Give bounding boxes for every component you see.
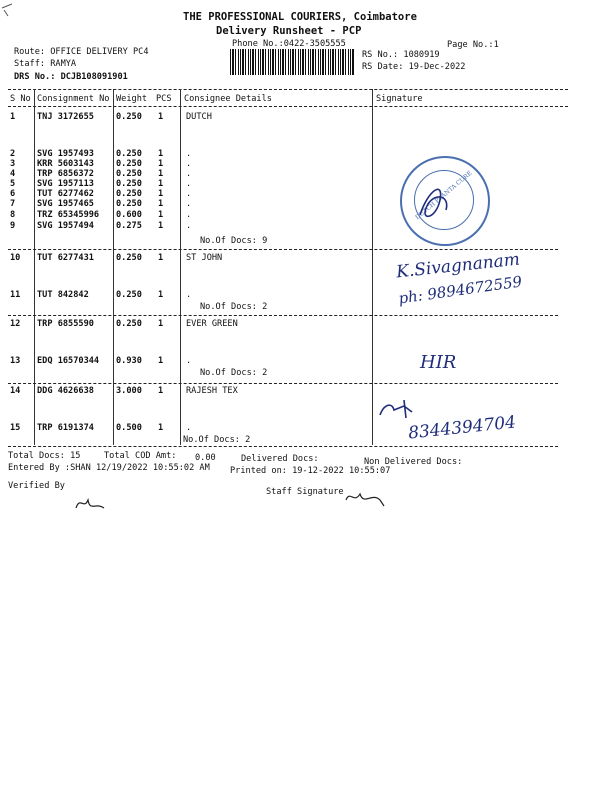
row-consignee: .	[186, 159, 192, 169]
row-pcs: 1	[158, 179, 164, 189]
row-pcs: 1	[158, 159, 164, 169]
row-weight: 0.250	[116, 169, 142, 179]
row-sno: 7	[10, 199, 16, 209]
row-consignee: .	[186, 169, 192, 179]
row-consignment: EDQ 16570344	[37, 356, 100, 366]
row-pcs: 1	[158, 169, 164, 179]
non-delivered-docs: Non Delivered Docs:	[364, 457, 463, 467]
row-weight: 0.600	[116, 210, 142, 220]
row-consignment: TNJ 3172655	[37, 112, 94, 122]
row-weight: 0.250	[116, 199, 142, 209]
row-sno: 12	[10, 319, 21, 329]
col-signature: Signature	[376, 94, 423, 104]
row-consignment: SVG 1957113	[37, 179, 94, 189]
col-consignee: Consignee Details	[184, 94, 272, 104]
row-weight: 0.500	[116, 423, 142, 433]
route: Route: OFFICE DELIVERY PC4	[14, 47, 149, 57]
staff: Staff: RAMYA	[14, 59, 77, 69]
row-pcs: 1	[158, 290, 164, 300]
handwritten-phone-2: 8344394704	[407, 412, 517, 444]
row-consignment: SVG 1957494	[37, 221, 94, 231]
row-consignee: .	[186, 199, 192, 209]
total-docs: Total Docs: 15	[8, 451, 81, 461]
row-pcs: 1	[158, 112, 164, 122]
handwritten-phone: ph: 9894672559	[397, 272, 524, 308]
row-consignment: SVG 1957465	[37, 199, 94, 209]
row-consignment: TRP 6856372	[37, 169, 94, 179]
row-weight: 0.250	[116, 112, 142, 122]
group-doc-count: No.Of Docs: 2	[200, 302, 268, 312]
row-sno: 3	[10, 159, 16, 169]
total-cod-label: Total COD Amt:	[104, 451, 177, 461]
row-weight: 0.275	[116, 221, 142, 231]
row-sno: 4	[10, 169, 16, 179]
row-consignee: ST JOHN	[186, 253, 223, 263]
col-sno: S No	[10, 94, 31, 104]
delivered-docs: Delivered Docs:	[241, 454, 319, 464]
drs-number: DRS No.: DCJB108091901	[14, 72, 128, 82]
group-doc-count: No.Of Docs: 9	[200, 236, 268, 246]
row-consignment: TRP 6855590	[37, 319, 94, 329]
row-sno: 10	[10, 253, 21, 263]
handwritten-name: K.Sivagnanam	[395, 249, 521, 283]
row-pcs: 1	[158, 423, 164, 433]
entered-by: Entered By :SHAN 12/19/2022 10:55:02 AM	[8, 463, 210, 473]
row-sno: 13	[10, 356, 21, 366]
row-pcs: 1	[158, 356, 164, 366]
row-consignee: .	[186, 423, 192, 433]
row-sno: 8	[10, 210, 16, 220]
col-weight: Weight	[116, 94, 148, 104]
row-consignment: TUT 6277462	[37, 189, 94, 199]
row-weight: 0.250	[116, 319, 142, 329]
row-consignee: .	[186, 149, 192, 159]
row-sno: 14	[10, 386, 21, 396]
handwritten-mark: HIR	[420, 352, 457, 373]
row-pcs: 1	[158, 210, 164, 220]
group-doc-count: No.Of Docs: 2	[183, 435, 251, 445]
row-weight: 0.250	[116, 179, 142, 189]
row-sno: 6	[10, 189, 16, 199]
row-consignment: TRP 6191374	[37, 423, 94, 433]
row-consignment: TUT 6277431	[37, 253, 94, 263]
row-consignee: .	[186, 290, 192, 300]
col-consignment: Consignment No	[37, 94, 110, 104]
row-sno: 2	[10, 149, 16, 159]
row-consignment: TRZ 65345996	[37, 210, 100, 220]
row-consignee: .	[186, 356, 192, 366]
row-weight: 0.250	[116, 290, 142, 300]
total-cod-value: 0.00	[195, 453, 216, 463]
verified-by: Verified By	[8, 481, 65, 491]
printed-on: Printed on: 19-12-2022 10:55:07	[230, 466, 391, 476]
stamp-text: DUTCH PLANTA CURE	[414, 169, 474, 222]
row-consignee: DUTCH	[186, 112, 212, 122]
row-weight: 0.250	[116, 149, 142, 159]
row-consignment: DDG 4626638	[37, 386, 94, 396]
row-consignee: .	[186, 210, 192, 220]
row-pcs: 1	[158, 386, 164, 396]
row-weight: 0.250	[116, 253, 142, 263]
row-consignment: SVG 1957493	[37, 149, 94, 159]
row-sno: 5	[10, 179, 16, 189]
row-consignment: TUT 842842	[37, 290, 89, 300]
page-number: Page No.:1	[447, 40, 499, 50]
row-weight: 0.250	[116, 189, 142, 199]
phone-number: Phone No.:0422-3505555	[232, 39, 346, 49]
row-weight: 0.930	[116, 356, 142, 366]
row-consignment: KRR 5603143	[37, 159, 94, 169]
row-sno: 9	[10, 221, 16, 231]
row-pcs: 1	[158, 199, 164, 209]
row-consignee: .	[186, 189, 192, 199]
row-pcs: 1	[158, 189, 164, 199]
row-pcs: 1	[158, 149, 164, 159]
sheet-title: Delivery Runsheet - PCP	[216, 25, 362, 37]
row-consignee: .	[186, 179, 192, 189]
staff-signature-label: Staff Signature	[266, 487, 344, 497]
rs-date: RS Date: 19-Dec-2022	[362, 62, 466, 72]
row-pcs: 1	[158, 253, 164, 263]
row-consignee: .	[186, 221, 192, 231]
row-consignee: RAJESH TEX	[186, 386, 238, 396]
rs-number: RS No.: 1080919	[362, 50, 440, 60]
row-weight: 0.250	[116, 159, 142, 169]
row-consignee: EVER GREEN	[186, 319, 238, 329]
group-doc-count: No.Of Docs: 2	[200, 368, 268, 378]
row-sno: 15	[10, 423, 21, 433]
col-pcs: PCS	[156, 94, 172, 104]
company-name: THE PROFESSIONAL COURIERS, Coimbatore	[183, 11, 417, 23]
row-pcs: 1	[158, 221, 164, 231]
row-weight: 3.000	[116, 386, 142, 396]
row-sno: 1	[10, 112, 16, 122]
row-sno: 11	[10, 290, 21, 300]
row-pcs: 1	[158, 319, 164, 329]
